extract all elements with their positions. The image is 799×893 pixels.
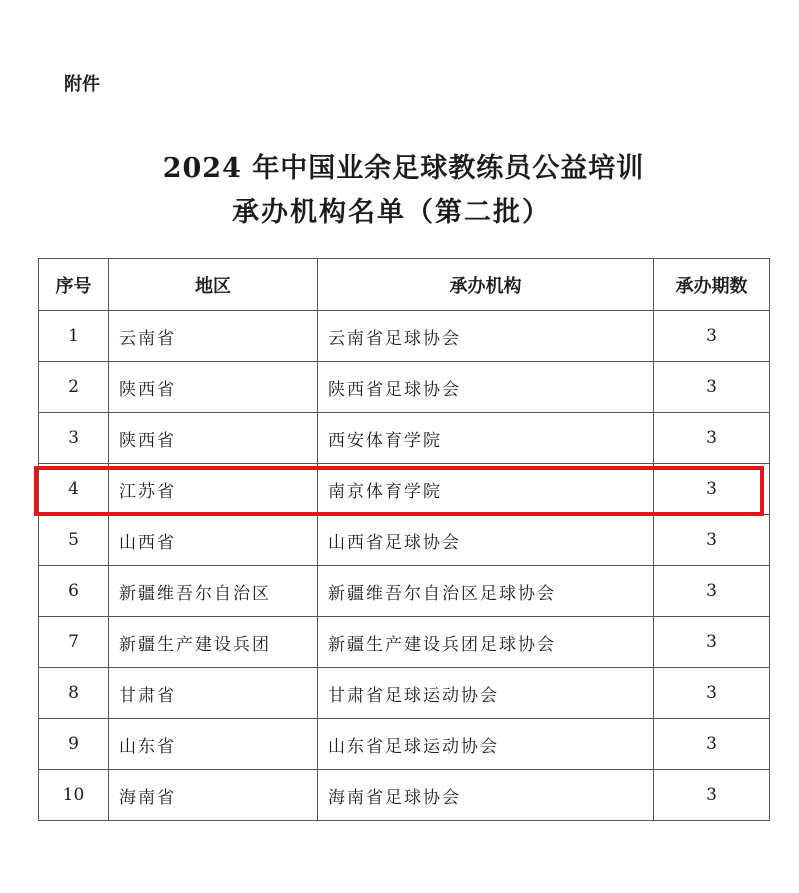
row-region: 陕西省 [109,362,318,413]
row-number: 9 [39,719,109,770]
row-organizer: 南京体育学院 [318,464,654,515]
row-session-count: 3 [654,413,770,464]
row-number: 2 [39,362,109,413]
table-row [39,770,770,821]
column-header-number: 序号 [39,259,109,311]
column-header-organizer: 承办机构 [318,259,654,311]
row-organizer: 海南省足球协会 [318,770,654,821]
table-row-highlighted [39,464,770,515]
row-region: 海南省 [109,770,318,821]
table-row [39,515,770,566]
row-region: 江苏省 [109,464,318,515]
row-organizer: 陕西省足球协会 [318,362,654,413]
table-row [39,668,770,719]
attachment-label: 附件 [64,74,100,95]
row-organizer: 山东省足球运动协会 [318,719,654,770]
table-row [39,719,770,770]
row-organizer: 西安体育学院 [318,413,654,464]
row-region: 陕西省 [109,413,318,464]
row-organizer: 新疆维吾尔自治区足球协会 [318,566,654,617]
row-number: 10 [39,770,109,821]
row-region: 甘肃省 [109,668,318,719]
document-title-line1: 2024 年中国业余足球教练员公益培训 [162,153,645,184]
row-session-count: 3 [654,770,770,821]
table-row [39,362,770,413]
row-session-count: 3 [654,464,770,515]
row-number: 3 [39,413,109,464]
row-session-count: 3 [654,566,770,617]
column-header-region: 地区 [109,259,318,311]
row-region: 山东省 [109,719,318,770]
row-session-count: 3 [654,362,770,413]
row-region: 新疆生产建设兵团 [109,617,318,668]
row-session-count: 3 [654,617,770,668]
row-number: 5 [39,515,109,566]
row-session-count: 3 [654,515,770,566]
row-number: 7 [39,617,109,668]
table-row [39,566,770,617]
row-session-count: 3 [654,668,770,719]
table-header-row [39,259,770,311]
table-row [39,413,770,464]
document-title-line2: 承办机构名单（第二批） [232,197,551,228]
row-number: 6 [39,566,109,617]
row-organizer: 云南省足球协会 [318,311,654,362]
row-region: 云南省 [109,311,318,362]
row-session-count: 3 [654,311,770,362]
row-organizer: 山西省足球协会 [318,515,654,566]
row-organizer: 甘肃省足球运动协会 [318,668,654,719]
column-header-sessions: 承办期数 [654,259,770,311]
table-row [39,311,770,362]
row-region: 山西省 [109,515,318,566]
row-number: 8 [39,668,109,719]
row-organizer: 新疆生产建设兵团足球协会 [318,617,654,668]
row-number: 4 [39,464,109,515]
row-number: 1 [39,311,109,362]
row-session-count: 3 [654,719,770,770]
organizer-table [38,258,770,821]
table-row [39,617,770,668]
row-region: 新疆维吾尔自治区 [109,566,318,617]
